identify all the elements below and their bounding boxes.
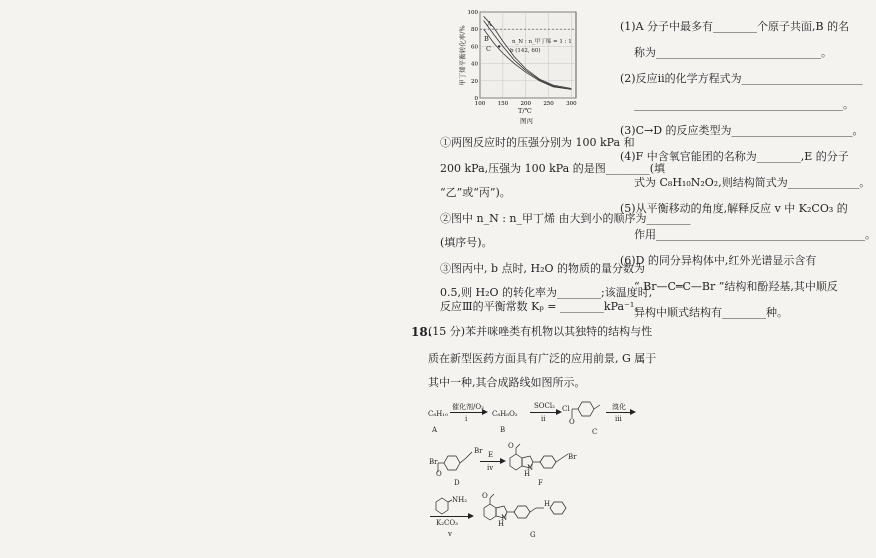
chart-svg [452, 6, 582, 124]
compound-f-br: Br [568, 453, 577, 461]
r-q3: (3)C→D 的反应类型为______________________。 [620, 124, 864, 137]
q17-sub1-line2: 200 kPa,压强为 100 kPa 的是图________(填 [440, 162, 666, 175]
step4-reagent: E [488, 451, 494, 459]
r-q6-line2: “ Br—C═C—Br ”结构和酚羟基,其中顺反 [634, 280, 838, 293]
point-b-annotation: b (142, 60) [510, 48, 541, 54]
y-tick-label: 80 [471, 27, 478, 34]
y-tick-label: 0 [474, 96, 478, 102]
compound-f-structure [504, 440, 584, 484]
compound-g-h: H [498, 520, 505, 528]
compound-d-label: D [454, 479, 460, 487]
x-tick-label: 200 [520, 101, 531, 107]
step5-base: K₂CO₃ [436, 519, 458, 527]
compound-c-label: C [592, 428, 598, 436]
compound-g-n: N [501, 514, 508, 522]
q17-sub1-line1: ①两图反应时的压强分别为 100 kPa 和 [440, 136, 635, 149]
q17-sub3-line3: 反应Ⅲ的平衡常数 Kₚ = ________kPa⁻¹。 [440, 300, 646, 313]
compound-f-o: O [508, 442, 514, 450]
q17-sub3-line2: 0.5,则 H₂O 的转化率为________;该温度时, [440, 286, 653, 299]
r-q1-line1: (1)A 分子中最多有________个原子共面,B 的名 [620, 20, 850, 33]
ratio-annotation: n_N : n_甲丁烯 = 1 : 1 [512, 39, 572, 45]
arrow-step5 [430, 516, 470, 517]
x-tick-label: 300 [566, 101, 577, 107]
chart-ylabel: 甲丁烯平衡转化率/% [458, 25, 467, 86]
q18-line3: 其中一种,其合成路线如图所示。 [428, 376, 586, 389]
arrow-step3-head [630, 409, 636, 415]
compound-g-label: G [530, 531, 536, 539]
q17-sub2-line1: ②图中 n_N : n_甲丁烯 由大到小的顺序为________ [440, 212, 691, 225]
compound-c-o: O [569, 418, 575, 426]
compound-b-label: B [500, 426, 506, 434]
q17-sub3-line1: ③图丙中, b 点时, H₂O 的物质的量分数为 [440, 262, 646, 275]
q18-number: 18. [411, 325, 432, 339]
compound-d-o: O [436, 470, 442, 478]
arrow-step5-head [468, 513, 474, 519]
step1-reagent: 催化剂/O₂ [452, 403, 484, 411]
step2-reagent: SOCl₂ [534, 402, 555, 410]
compound-b-formula: C₈H₈O₂ [492, 410, 518, 418]
compound-g-o: O [482, 492, 488, 500]
compound-d-br2: Br [474, 447, 483, 455]
r-q2-line1: (2)反应ii的化学方程式为______________________ [620, 72, 863, 85]
compound-a-formula: C₈H₁₀ [428, 410, 448, 418]
compound-a-label: A [432, 426, 438, 434]
compound-f-h: H [524, 470, 531, 478]
q18-line1: (15 分)苯并咪唑类有机物以其独特的结构与性 [428, 325, 653, 338]
r-q2-line2: ______________________________________。 [634, 98, 854, 111]
step3-number: iii [615, 415, 622, 423]
chart-caption: 图丙 [520, 117, 533, 125]
r-q5-line1: (5)从平衡移动的角度,解释反应 v 中 K₂CO₃ 的 [620, 202, 848, 215]
plot-area [480, 12, 576, 98]
r-q4-line1: (4)F 中含氧官能团的名称为________,E 的分子 [620, 150, 849, 163]
q18-line2: 质在新型医药方面具有广泛的应用前景, G 属于 [428, 352, 657, 365]
x-tick-label: 100 [474, 101, 486, 107]
chart-xlabel: T/℃ [518, 107, 532, 115]
step4-number: iv [487, 464, 494, 472]
compound-c-cl: Cl [562, 405, 570, 413]
r-q6-line3: 异构中顺式结构有________种。 [634, 306, 788, 319]
arrow-step3 [606, 412, 632, 413]
r-q4-line2: 式为 C₈H₁₀N₂O₂,则结构简式为_____________。 [634, 176, 871, 189]
series-label-a: A [487, 20, 492, 28]
arrow-step1 [450, 412, 484, 413]
q17-sub2-line2: (填序号)。 [440, 236, 493, 249]
q17-sub1-line3: “乙”或“丙”)。 [440, 186, 511, 199]
step5-number: v [448, 530, 452, 538]
step1-number: i [465, 415, 468, 423]
x-tick-label: 250 [543, 101, 554, 107]
compound-g-nh: H [544, 500, 551, 508]
x-tick-label: 150 [497, 101, 509, 107]
compound-d-br1: Br [429, 458, 438, 466]
y-tick-label: 40 [471, 61, 478, 68]
step2-number: ii [541, 415, 546, 423]
arrow-step1-head [482, 409, 488, 415]
conversion-chart [452, 6, 582, 124]
series-label-c: C [486, 45, 491, 53]
r-q1-line2: 称为______________________________。 [634, 46, 832, 59]
y-tick-label: 100 [467, 10, 478, 16]
compound-f-label: F [538, 479, 543, 487]
compound-c-structure [560, 398, 610, 432]
compound-f-n: N [527, 464, 534, 472]
y-tick-label: 20 [471, 78, 478, 85]
r-q6-line1: (6)D 的同分异构体中,红外光谱显示含有 [620, 254, 817, 267]
compound-g-structure [478, 490, 598, 534]
step3-reagent: 溴化 [612, 403, 626, 411]
series-label-b: B [484, 35, 489, 43]
aniline-nh2: NH₂ [452, 496, 468, 504]
arrow-step4 [480, 461, 502, 462]
arrow-step2 [530, 412, 558, 413]
point-b [498, 45, 500, 47]
r-q5-line2: 作用______________________________________。 [634, 228, 876, 241]
y-tick-label: 60 [471, 44, 478, 51]
